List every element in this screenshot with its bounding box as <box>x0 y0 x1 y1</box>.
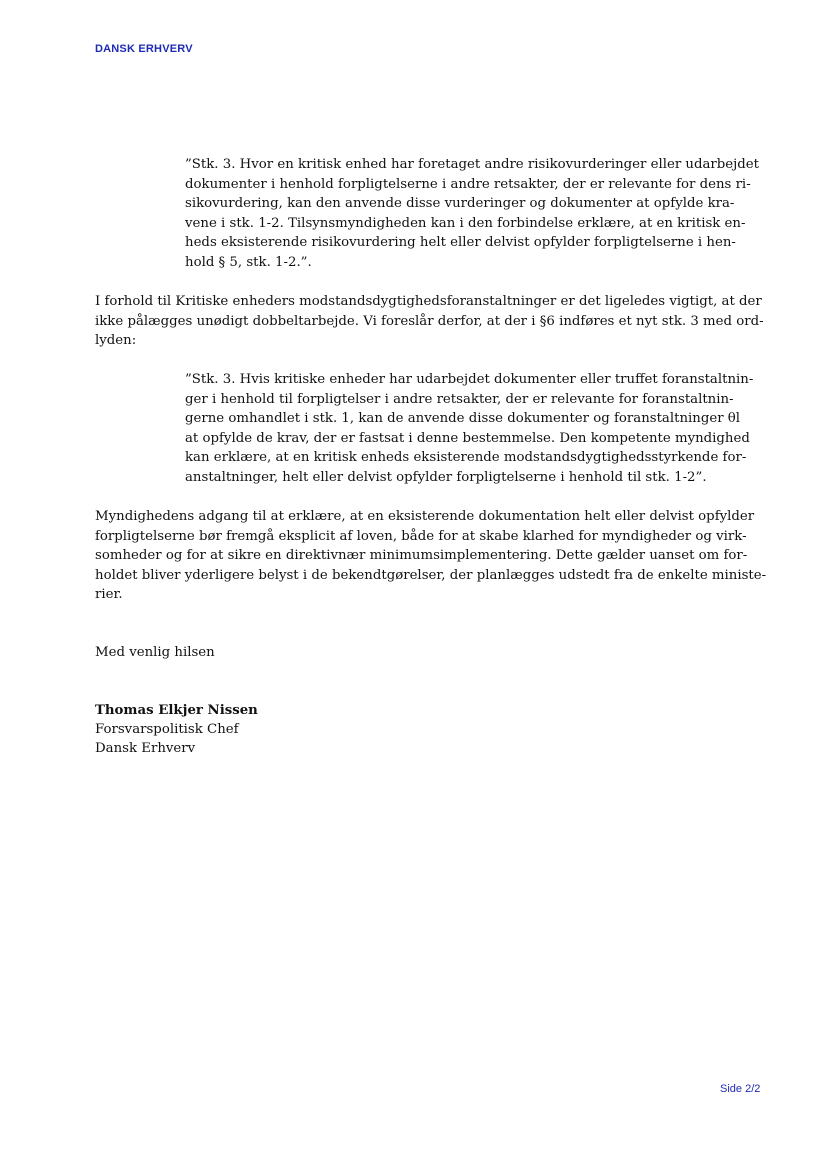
paragraph-line: somheder og for at sikre en direktivnær minimumsimplementering. Dette gælder uanset om for- <box>95 548 748 563</box>
quote-line: ger i henhold til forpligtelser i andre retsakter, der er relevante for foranstaltnin- <box>185 391 734 407</box>
quote-line: at opfylde de krav, der er fastsat i denne bestemmelse. Den kompetente myndighed <box>185 430 750 446</box>
quote-line: ”Stk. 3. Hvor en kritisk enhed har foretaget andre risikovurderinger eller udarbejdet <box>185 157 760 172</box>
paragraph-line: forpligtelserne bør fremgå eksplicit af loven, både for at skabe klarhed for myndigheder og virk- <box>95 528 747 544</box>
quote-line: dokumenter i henhold forpligtelserne i andre retsakter, der er relevante for dens ri- <box>185 176 751 192</box>
signature-title: Forsvarspolitisk Chef <box>95 722 239 737</box>
signature-organization: Dansk Erhverv <box>95 741 196 756</box>
quote-line: ”Stk. 3. Hvis kritiske enheder har udarbejdet dokumenter eller truffet foranstaltnin- <box>185 372 754 387</box>
paragraph-line: lyden: <box>95 333 137 348</box>
quote-line: heds eksisterende risikovurdering helt eller delvist opfylder forpligtelserne i hen- <box>185 235 736 250</box>
paragraph-line: ikke pålægges unødigt dobbeltarbejde. Vi foreslår derfor, at der i §6 indføres et nyt stk. 3 med ord- <box>95 313 764 329</box>
paragraph-line: holdet bliver yderligere belyst i de bekendtgørelser, der planlægges udstedt fra de enkelte ministe- <box>95 567 767 583</box>
paragraph-authority-access <box>95 507 767 605</box>
quote-block-resilience-measures <box>185 370 754 487</box>
page-number: Side 2/2 <box>720 1083 761 1095</box>
paragraph-line: Myndighedens adgang til at erklære, at en eksisterende dokumentation helt eller delvist opfylder <box>95 509 755 524</box>
quote-line: vene i stk. 1-2. Tilsynsmyndigheden kan i den forbindelse erklære, at en kritisk en- <box>185 215 746 231</box>
quote-line: gerne omhandlet i stk. 1, kan de anvende disse dokumenter og foranstaltninger θl <box>185 411 741 426</box>
quote-block-risk-assessment <box>185 155 760 272</box>
quote-line: sikovurdering, kan den anvende disse vurderinger og dokumenter at opfylde kra- <box>185 196 735 211</box>
signature-name: Thomas Elkjer Nissen <box>95 703 258 718</box>
paragraph-line: I forhold til Kritiske enheders modstandsdygtighedsforanstaltninger er det ligeledes vigtigt, at der <box>95 294 762 309</box>
quote-line: kan erklære, at en kritisk enheds eksisterende modstandsdygtighedsstyrkende for- <box>185 450 747 465</box>
quote-line: hold § 5, stk. 1-2.”. <box>185 254 312 270</box>
closing-greeting: Med venlig hilsen <box>95 645 215 660</box>
header-logo-text: DANSK ERHVERV <box>95 43 193 55</box>
quote-line: anstaltninger, helt eller delvist opfylder forpligtelserne i henhold til stk. 1-2”. <box>185 469 707 485</box>
paragraph-resilience-measures <box>95 292 764 351</box>
paragraph-line: rier. <box>95 587 123 602</box>
